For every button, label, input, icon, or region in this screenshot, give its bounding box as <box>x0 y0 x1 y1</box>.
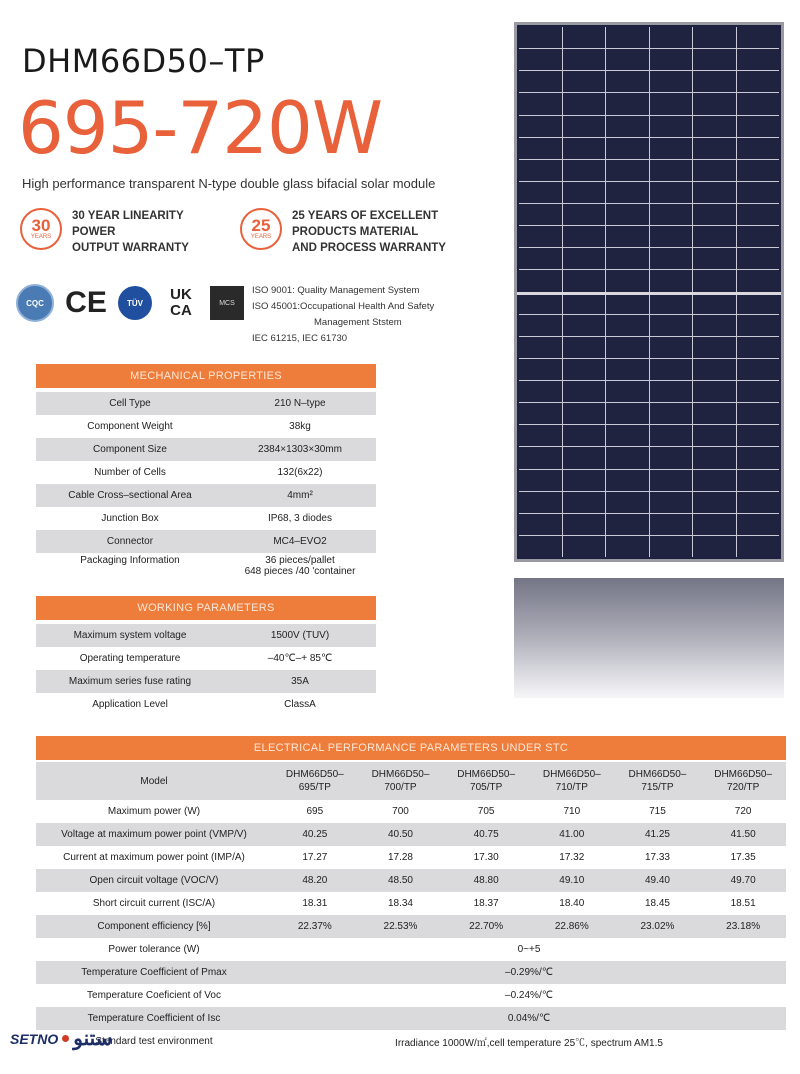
power-range: 695-720W <box>18 86 383 170</box>
electrical-cell: 18.37 <box>473 898 499 909</box>
model-title: DHM66D50–TP <box>22 42 265 80</box>
electrical-merged-cell: Irradiance 1000W/㎡,cell temperature 25℃, spectrum AM1.5 <box>395 1038 663 1049</box>
electrical-cell: 17.35 <box>730 852 756 863</box>
electrical-row <box>36 892 786 915</box>
mechanical-row <box>36 530 376 553</box>
electrical-row <box>36 869 786 892</box>
warranty-linearity <box>20 208 189 256</box>
working-value: –40℃–+ 85℃ <box>267 653 333 664</box>
electrical-cell: 705 <box>477 806 495 817</box>
panel-reflection <box>514 578 784 698</box>
warranty-line: POWER <box>72 226 116 238</box>
model-column-header: DHM66D50– 695/TP <box>285 769 344 793</box>
electrical-cell: 48.80 <box>473 875 499 886</box>
iso-line: ISO 45001:Occupational Health And Safety <box>252 301 435 312</box>
mechanical-key: Cable Cross–sectional Area <box>68 490 192 501</box>
electrical-header: ELECTRICAL PERFORMANCE PARAMETERS UNDER STC <box>36 736 786 760</box>
mechanical-row <box>36 438 376 461</box>
cqc-logo-icon: CQC <box>16 284 54 322</box>
ukca-mark-icon: UK CA <box>170 286 192 319</box>
electrical-merged-cell: –0.24%/℃ <box>505 990 553 1001</box>
electrical-cell: 40.75 <box>473 829 499 840</box>
electrical-cell: 710 <box>563 806 581 817</box>
mechanical-value: MC4–EVO2 <box>273 536 327 547</box>
electrical-row <box>36 1007 786 1030</box>
product-subtitle: High performance transparent N-type double glass bifacial solar module <box>22 176 436 191</box>
working-row <box>36 647 376 670</box>
electrical-cell: 49.10 <box>559 875 585 886</box>
electrical-row-label: Standard test environment <box>95 1036 213 1047</box>
electrical-cell: 17.28 <box>387 852 413 863</box>
electrical-row-label: Short circuit current (ISC/A) <box>92 898 216 909</box>
mcs-logo-icon: MCS <box>210 286 244 320</box>
years-30-badge-icon: 30 YEARS <box>20 208 62 250</box>
electrical-cell: 22.53% <box>383 921 418 932</box>
mechanical-header: MECHANICAL PROPERTIES <box>36 364 376 388</box>
electrical-row <box>36 938 786 961</box>
working-row <box>36 670 376 693</box>
electrical-cell: 18.31 <box>302 898 328 909</box>
electrical-cell: 18.34 <box>387 898 413 909</box>
model-column-header: DHM66D50– 715/TP <box>628 769 687 793</box>
electrical-cell: 715 <box>649 806 666 817</box>
mechanical-row <box>36 553 376 589</box>
electrical-merged-cell: –0.29%/℃ <box>505 967 553 978</box>
electrical-row <box>36 846 786 869</box>
electrical-cell: 17.32 <box>559 852 585 863</box>
warranty-line: AND PROCESS WARRANTY <box>292 242 446 254</box>
mechanical-key: Packaging Information <box>80 555 180 566</box>
electrical-merged-cell: 0.04%/℃ <box>507 1013 551 1024</box>
brand-dot-icon <box>62 1035 69 1042</box>
mechanical-row <box>36 484 376 507</box>
working-table <box>36 624 376 716</box>
electrical-cell: 22.70% <box>469 921 504 932</box>
electrical-row <box>36 800 786 823</box>
electrical-row-label: Component efficiency [%] <box>97 921 211 932</box>
electrical-cell: 700 <box>392 806 409 817</box>
working-key: Maximum system voltage <box>73 630 187 641</box>
certification-logos <box>16 284 244 322</box>
mechanical-value: 4mm² <box>287 490 313 501</box>
mechanical-value: IP68, 3 diodes <box>268 513 332 524</box>
working-header: WORKING PARAMETERS <box>36 596 376 620</box>
solar-panel-image <box>514 22 784 562</box>
electrical-cell: 40.25 <box>302 829 328 840</box>
warranty-line: 30 YEAR LINEARITY <box>72 210 184 222</box>
mechanical-key: Connector <box>106 536 154 547</box>
electrical-cell: 18.40 <box>559 898 585 909</box>
mechanical-key: Component Size <box>93 444 167 455</box>
electrical-cell: 40.50 <box>387 829 413 840</box>
electrical-cell: 23.18% <box>726 921 761 932</box>
mechanical-key: Junction Box <box>101 513 159 524</box>
iso-line: IEC 61215, IEC 61730 <box>252 333 348 344</box>
electrical-cell: 695 <box>306 806 324 817</box>
mechanical-value: 132(6x22) <box>277 467 323 478</box>
electrical-cell: 48.20 <box>302 875 328 886</box>
warranty-line: 25 YEARS OF EXCELLENT <box>292 210 439 222</box>
electrical-row-label: Temperature Coefficient of Isc <box>87 1013 221 1024</box>
electrical-cell: 720 <box>734 806 752 817</box>
mechanical-value: 36 pieces/pallet 648 pieces /40 'container <box>244 555 356 577</box>
electrical-row <box>36 1030 786 1053</box>
electrical-cell: 17.33 <box>644 852 670 863</box>
model-column-header: DHM66D50– 705/TP <box>457 769 516 793</box>
electrical-row-label: Power tolerance (W) <box>108 944 200 955</box>
electrical-row-label: Maximum power (W) <box>107 806 201 817</box>
electrical-row-label: Open circuit voltage (VOC/V) <box>89 875 219 886</box>
electrical-row-label: Temperature Coeficient of Voc <box>87 990 221 1001</box>
electrical-row-label: Temperature Coefficient of Pmax <box>81 967 227 978</box>
iso-certifications <box>252 283 434 347</box>
working-value: 1500V (TUV) <box>270 630 330 641</box>
electrical-head-row <box>36 762 786 800</box>
model-column-header: DHM66D50– 710/TP <box>542 769 601 793</box>
electrical-row <box>36 823 786 846</box>
mechanical-value: 2384×1303×30mm <box>258 444 342 455</box>
mechanical-value: 210 N–type <box>274 398 326 409</box>
electrical-cell: 22.86% <box>554 921 589 932</box>
working-value: 35A <box>291 676 309 687</box>
electrical-cell: 23.02% <box>640 921 675 932</box>
electrical-cell: 18.45 <box>644 898 670 909</box>
tuv-logo-icon: TÜV <box>118 286 152 320</box>
mechanical-row <box>36 392 376 415</box>
working-key: Operating temperature <box>79 653 181 664</box>
model-column-header: DHM66D50– 720/TP <box>714 769 773 793</box>
brand-watermark: SETNO ستنو <box>10 1028 113 1050</box>
iso-line: Management Ststem <box>314 317 402 328</box>
warranty-line: OUTPUT WARRANTY <box>72 242 189 254</box>
electrical-cell: 48.50 <box>387 875 413 886</box>
electrical-row-label: Current at maximum power point (IMP/A) <box>63 852 245 863</box>
electrical-row <box>36 984 786 1007</box>
electrical-cell: 41.25 <box>644 829 670 840</box>
electrical-row <box>36 961 786 984</box>
mechanical-row <box>36 507 376 530</box>
electrical-cell: 17.27 <box>302 852 328 863</box>
ce-mark-icon: CE <box>65 286 107 319</box>
electrical-cell: 17.30 <box>473 852 499 863</box>
mechanical-row <box>36 461 376 484</box>
electrical-merged-cell: 0~+5 <box>517 944 541 955</box>
mechanical-row <box>36 415 376 438</box>
model-label: Model <box>140 775 168 787</box>
electrical-row-label: Voltage at maximum power point (VMP/V) <box>61 829 247 840</box>
warranty-material <box>240 208 446 256</box>
working-key: Maximum series fuse rating <box>68 676 192 687</box>
electrical-table <box>36 762 786 1053</box>
electrical-cell: 22.37% <box>297 921 332 932</box>
warranty-line: PRODUCTS MATERIAL <box>292 226 419 238</box>
years-25-badge-icon: 25 YEARS <box>240 208 282 250</box>
working-row <box>36 693 376 716</box>
mechanical-value: 38kg <box>289 421 311 432</box>
mechanical-key: Number of Cells <box>94 467 166 478</box>
model-column-header: DHM66D50– 700/TP <box>371 769 430 793</box>
working-row <box>36 624 376 647</box>
mechanical-key: Component Weight <box>87 421 173 432</box>
electrical-cell: 41.00 <box>559 829 585 840</box>
electrical-cell: 49.40 <box>644 875 670 886</box>
working-key: Application Level <box>92 699 168 710</box>
mechanical-table <box>36 392 376 589</box>
mechanical-key: Cell Type <box>109 398 151 409</box>
electrical-row <box>36 915 786 938</box>
electrical-cell: 18.51 <box>730 898 756 909</box>
electrical-cell: 41.50 <box>730 829 756 840</box>
electrical-cell: 49.70 <box>730 875 756 886</box>
working-value: ClassA <box>284 699 316 710</box>
iso-line: ISO 9001: Quality Management System <box>252 285 420 296</box>
